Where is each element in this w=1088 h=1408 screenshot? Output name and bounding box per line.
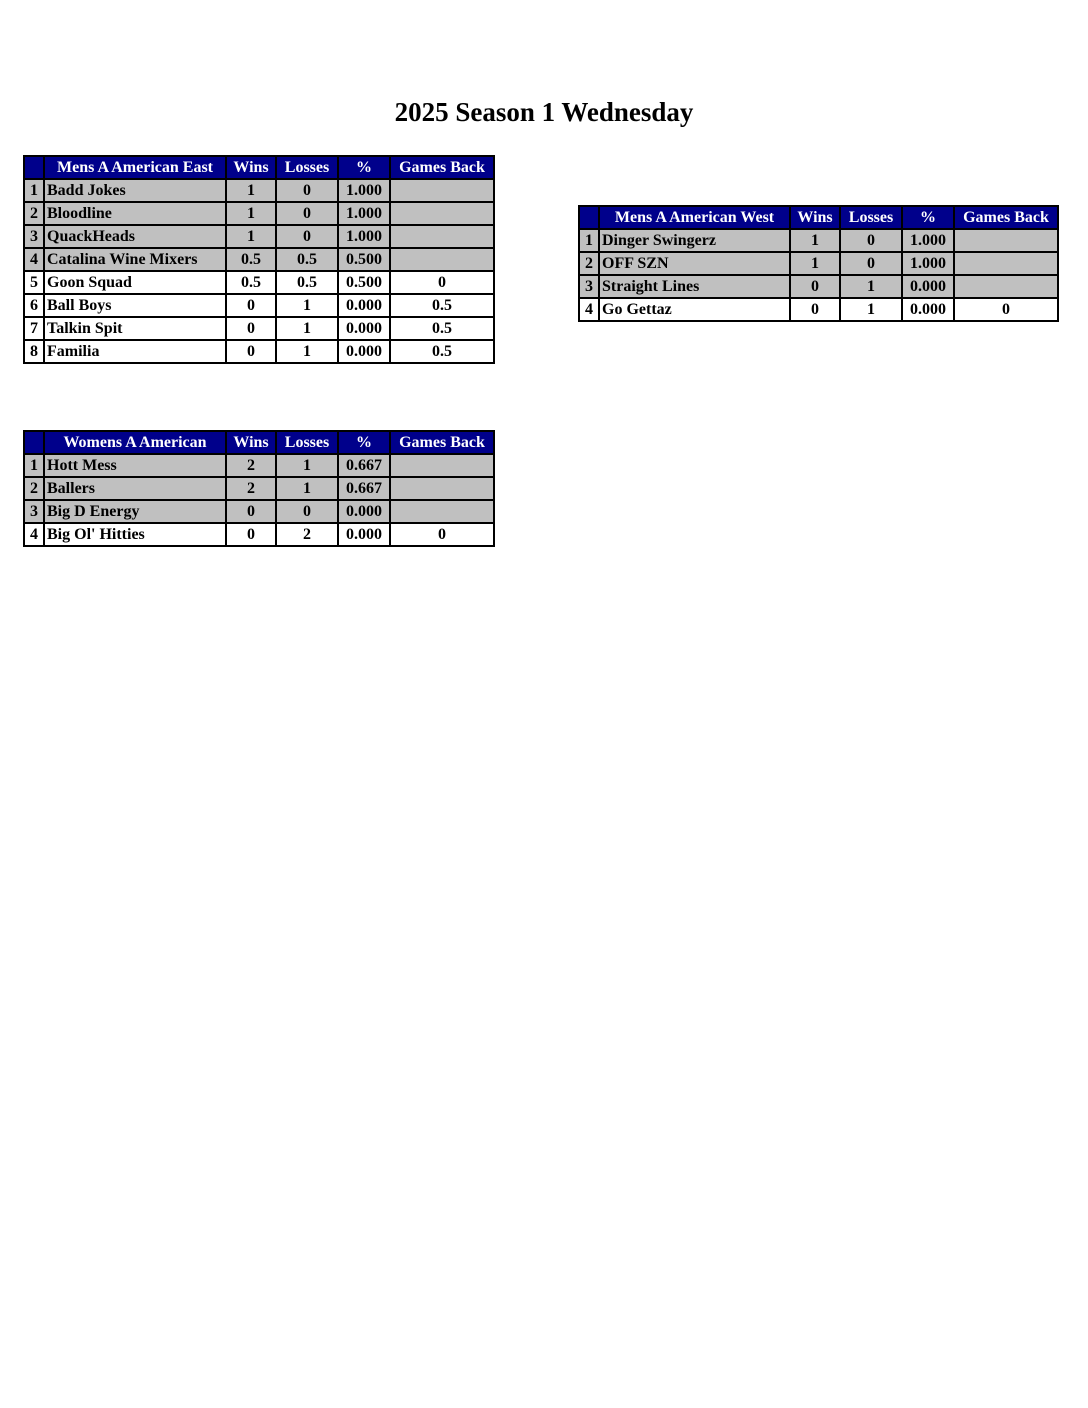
rank-header [579, 206, 599, 229]
table-header-row [579, 206, 1058, 229]
percent-cell: 0.667 [338, 477, 390, 500]
team-cell: Hott Mess [44, 454, 226, 477]
wins-cell: 0 [226, 523, 276, 546]
games-back-cell [390, 454, 494, 477]
games-back-cell [390, 225, 494, 248]
games-back-cell: 0 [954, 298, 1058, 321]
games-back-cell [390, 248, 494, 271]
games-back-cell: 0.5 [390, 340, 494, 363]
team-cell: OFF SZN [599, 252, 790, 275]
table-row [24, 340, 494, 363]
losses-cell: 1 [840, 275, 902, 298]
rank-cell: 1 [579, 229, 599, 252]
table-row [24, 500, 494, 523]
losses-cell: 0.5 [276, 248, 338, 271]
percent-cell: 1.000 [338, 202, 390, 225]
percent-cell: 0.000 [338, 317, 390, 340]
wins-cell: 0.5 [226, 248, 276, 271]
wins-cell: 0 [226, 340, 276, 363]
rank-cell: 3 [24, 500, 44, 523]
losses-cell: 0 [276, 225, 338, 248]
table-row [24, 317, 494, 340]
percent-header: % [338, 156, 390, 179]
team-cell: Goon Squad [44, 271, 226, 294]
losses-cell: 1 [276, 454, 338, 477]
wins-cell: 2 [226, 454, 276, 477]
losses-cell: 0 [276, 179, 338, 202]
team-cell: Ball Boys [44, 294, 226, 317]
losses-cell: 1 [276, 317, 338, 340]
percent-cell: 0.000 [902, 298, 954, 321]
wins-cell: 0 [790, 298, 840, 321]
table-row [579, 298, 1058, 321]
rank-cell: 5 [24, 271, 44, 294]
games-back-cell: 0.5 [390, 317, 494, 340]
table-row [579, 252, 1058, 275]
wins-cell: 2 [226, 477, 276, 500]
rank-cell: 7 [24, 317, 44, 340]
rank-cell: 3 [24, 225, 44, 248]
rank-cell: 2 [579, 252, 599, 275]
team-cell: QuackHeads [44, 225, 226, 248]
table-row [24, 523, 494, 546]
games-back-cell [390, 477, 494, 500]
wins-header: Wins [226, 156, 276, 179]
team-cell: Dinger Swingerz [599, 229, 790, 252]
page-title: 2025 Season 1 Wednesday [394, 97, 694, 127]
percent-cell: 0.000 [338, 340, 390, 363]
rank-cell: 6 [24, 294, 44, 317]
wins-cell: 1 [226, 179, 276, 202]
table-row [24, 294, 494, 317]
rank-cell: 3 [579, 275, 599, 298]
games-back-cell [954, 252, 1058, 275]
wins-cell: 1 [790, 229, 840, 252]
table-row [24, 248, 494, 271]
division-header: Mens A American East [44, 156, 226, 179]
losses-cell: 1 [276, 477, 338, 500]
losses-cell: 1 [840, 298, 902, 321]
rank-header [24, 431, 44, 454]
losses-cell: 1 [276, 294, 338, 317]
losses-cell: 0 [276, 500, 338, 523]
wins-header: Wins [790, 206, 840, 229]
wins-cell: 0.5 [226, 271, 276, 294]
division-header: Womens A American [44, 431, 226, 454]
percent-cell: 0.667 [338, 454, 390, 477]
team-cell: Bloodline [44, 202, 226, 225]
standings-table-mens-west [578, 205, 1059, 322]
table-header-row [24, 156, 494, 179]
team-cell: Familia [44, 340, 226, 363]
standings-table-mens-east [23, 155, 495, 364]
table-row [24, 454, 494, 477]
table-row [579, 229, 1058, 252]
percent-cell: 1.000 [338, 179, 390, 202]
percent-cell: 0.000 [902, 275, 954, 298]
losses-cell: 1 [276, 340, 338, 363]
percent-cell: 0.500 [338, 271, 390, 294]
table-row [24, 271, 494, 294]
wins-cell: 0 [790, 275, 840, 298]
rank-cell: 1 [24, 179, 44, 202]
losses-cell: 0 [840, 252, 902, 275]
games-back-cell: 0.5 [390, 294, 494, 317]
losses-cell: 2 [276, 523, 338, 546]
rank-cell: 4 [24, 523, 44, 546]
games-back-cell [954, 275, 1058, 298]
percent-header: % [902, 206, 954, 229]
rank-cell: 1 [24, 454, 44, 477]
games-back-cell [390, 179, 494, 202]
rank-cell: 8 [24, 340, 44, 363]
percent-cell: 1.000 [902, 229, 954, 252]
rank-cell: 4 [24, 248, 44, 271]
percent-cell: 1.000 [338, 225, 390, 248]
percent-cell: 0.000 [338, 294, 390, 317]
games-back-cell: 0 [390, 523, 494, 546]
table-row [24, 202, 494, 225]
wins-cell: 1 [790, 252, 840, 275]
losses-cell: 0.5 [276, 271, 338, 294]
games-back-cell [390, 500, 494, 523]
games-back-header: Games Back [954, 206, 1058, 229]
standings-table-womens [23, 430, 495, 547]
losses-header: Losses [840, 206, 902, 229]
team-cell: Straight Lines [599, 275, 790, 298]
rank-cell: 4 [579, 298, 599, 321]
team-cell: Big Ol' Hitties [44, 523, 226, 546]
rank-header [24, 156, 44, 179]
rank-cell: 2 [24, 202, 44, 225]
table-row [24, 225, 494, 248]
losses-cell: 0 [276, 202, 338, 225]
team-cell: Talkin Spit [44, 317, 226, 340]
team-cell: Go Gettaz [599, 298, 790, 321]
losses-cell: 0 [840, 229, 902, 252]
games-back-cell: 0 [390, 271, 494, 294]
percent-cell: 0.000 [338, 523, 390, 546]
losses-header: Losses [276, 156, 338, 179]
wins-cell: 0 [226, 294, 276, 317]
team-cell: Catalina Wine Mixers [44, 248, 226, 271]
wins-cell: 1 [226, 225, 276, 248]
division-header: Mens A American West [599, 206, 790, 229]
wins-cell: 0 [226, 317, 276, 340]
percent-cell: 1.000 [902, 252, 954, 275]
percent-cell: 0.000 [338, 500, 390, 523]
games-back-cell [954, 229, 1058, 252]
table-header-row [24, 431, 494, 454]
wins-header: Wins [226, 431, 276, 454]
table-row [24, 179, 494, 202]
table-row [24, 477, 494, 500]
team-cell: Big D Energy [44, 500, 226, 523]
rank-cell: 2 [24, 477, 44, 500]
percent-cell: 0.500 [338, 248, 390, 271]
percent-header: % [338, 431, 390, 454]
games-back-cell [390, 202, 494, 225]
team-cell: Ballers [44, 477, 226, 500]
games-back-header: Games Back [390, 156, 494, 179]
wins-cell: 1 [226, 202, 276, 225]
wins-cell: 0 [226, 500, 276, 523]
table-row [579, 275, 1058, 298]
games-back-header: Games Back [390, 431, 494, 454]
team-cell: Badd Jokes [44, 179, 226, 202]
losses-header: Losses [276, 431, 338, 454]
